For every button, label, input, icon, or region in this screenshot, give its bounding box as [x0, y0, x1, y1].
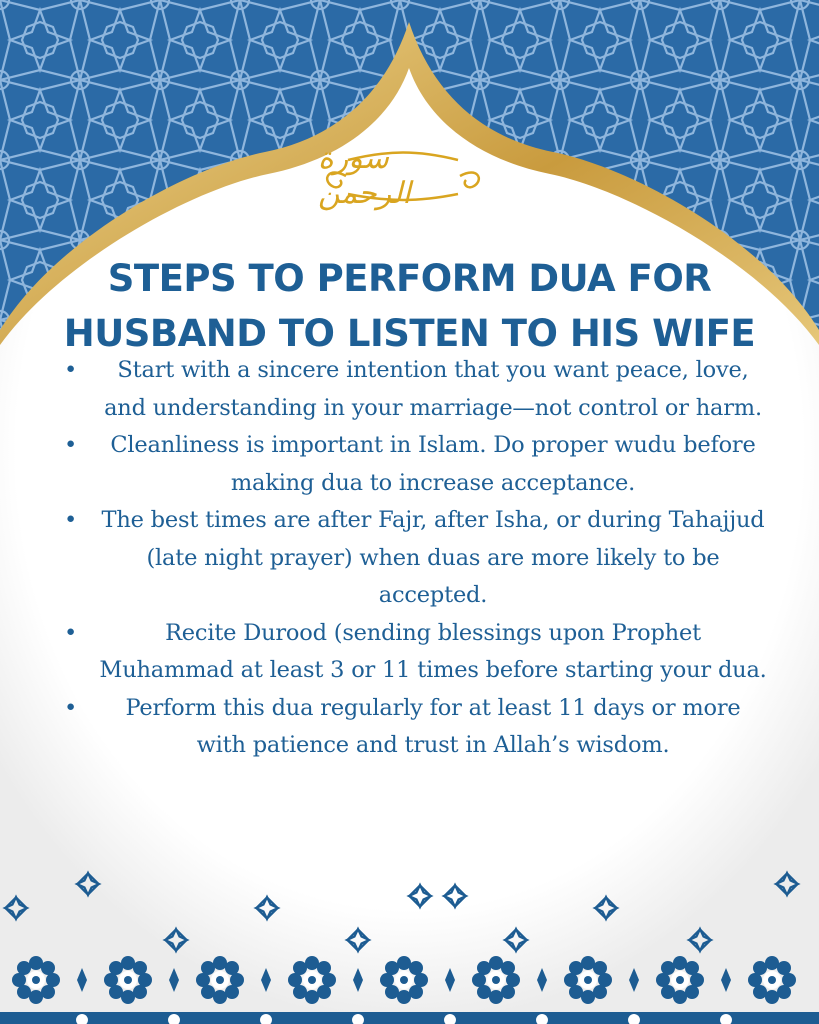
step-item-4 [52, 615, 768, 690]
calligraphy-text: سورة الرحمن [318, 141, 411, 211]
step-item-3 [52, 502, 768, 615]
surah-rahman-calligraphy [318, 140, 488, 212]
bullet-icon: • [64, 432, 78, 458]
bullet-icon: • [64, 694, 78, 721]
step-text: The best times are after Fajr, after Isha, or during Tahajjud (late night prayer) when duas are more likely to be accepted. [101, 507, 765, 608]
title-line-2: HUSBAND TO LISTEN TO HIS WIFE [63, 311, 756, 355]
page-title [40, 251, 779, 361]
step-item-1 [52, 352, 768, 427]
step-item-5 [52, 690, 768, 765]
step-text: Cleanliness is important in Islam. Do proper wudu before making dua to increase acceptance. [110, 432, 756, 496]
step-text: Recite Durood (sending blessings upon Prophet Muhammad at least 3 or 11 times before starting your dua. [99, 619, 767, 683]
step-text: Perform this dua regularly for at least 11 days or more with patience and trust in Allah’s wisdom. [125, 694, 741, 758]
step-text: Start with a sincere intention that you want peace, love, and understanding in your marriage—not control or harm. [104, 357, 762, 421]
step-item-2 [52, 427, 768, 502]
bullet-icon: • [64, 357, 78, 383]
footer-star-pattern [0, 860, 819, 1024]
bullet-icon: • [64, 507, 78, 533]
bullet-icon: • [64, 619, 78, 646]
title-line-1: STEPS TO PERFORM DUA FOR [107, 256, 712, 300]
steps-list [52, 352, 768, 765]
